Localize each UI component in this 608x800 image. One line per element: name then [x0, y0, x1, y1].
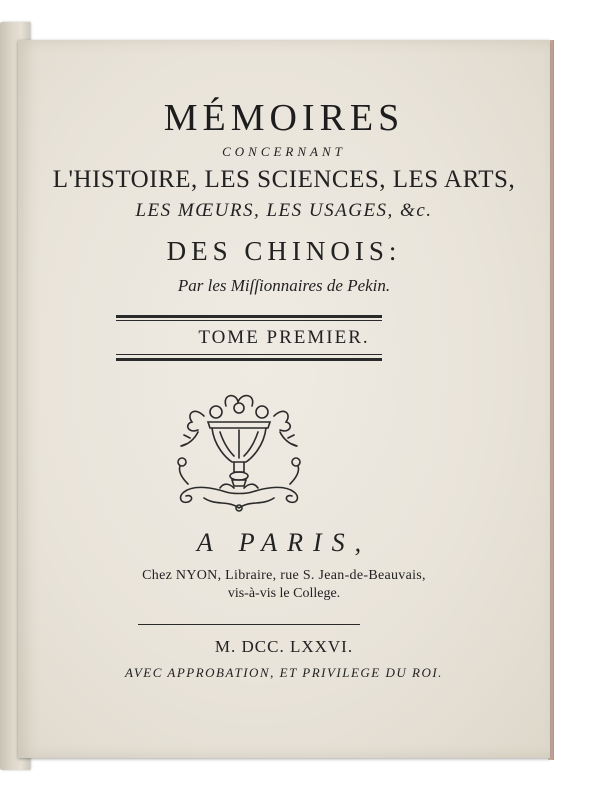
privilege-line: AVEC APPROBATION, ET PRIVILEGE DU ROI.	[125, 665, 443, 680]
rule-bottom-thin	[116, 354, 382, 355]
volume-line: TOME PREMIER.	[198, 327, 370, 348]
urn-ornament-icon	[164, 388, 314, 514]
book-title: MÉMOIRES	[163, 97, 405, 139]
subtitle-line-2: LES MŒURS, LES USAGES, &c.	[135, 200, 433, 221]
place-line: A PARIS,	[196, 528, 372, 557]
address-line: vis-à-vis le College.	[227, 586, 341, 601]
authors-line: Par les Miſſionnaires de Pekin.	[177, 276, 391, 295]
rule-top-thick	[116, 315, 382, 318]
rule-imprint	[138, 624, 360, 625]
subject-line: DES CHINOIS:	[166, 236, 402, 266]
rule-bottom-thick	[116, 358, 382, 361]
subtitle-line-1: L'HISTOIRE, LES SCIENCES, LES ARTS,	[52, 166, 516, 193]
rule-top-thin	[116, 320, 382, 321]
concernant-line: CONCERNANT	[222, 144, 346, 159]
publisher-line: Chez NYON, Libraire, rue S. Jean-de-Beauvais,	[142, 568, 426, 583]
title-page	[18, 40, 550, 758]
date-line: M. DCC. LXXVI.	[214, 637, 354, 656]
